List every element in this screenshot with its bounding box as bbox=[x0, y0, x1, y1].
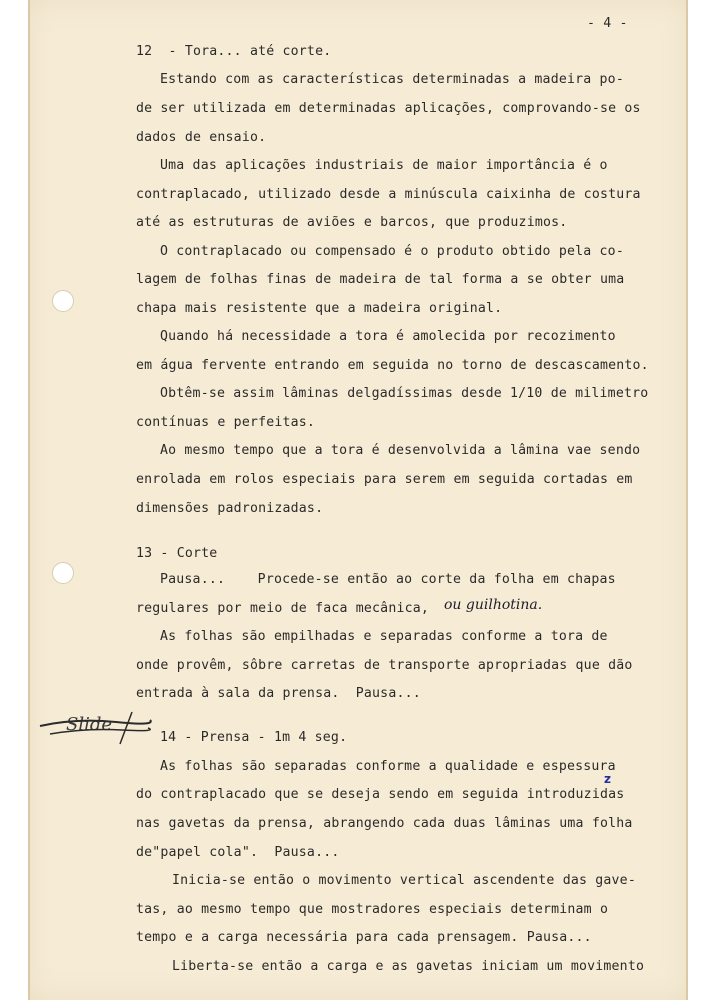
struck-annotation-scribble bbox=[36, 704, 154, 748]
text-line: Liberta-se então a carga e as gavetas iniciam um movimento bbox=[172, 959, 645, 974]
text-line: contraplacado, utilizado desde a minúscula caixinha de costura bbox=[136, 187, 641, 202]
text-line: Estando com as características determinadas a madeira po- bbox=[160, 72, 624, 87]
text-line: do contraplacado que se deseja sendo em seguida introduzidas bbox=[136, 787, 625, 802]
pen-correction: z bbox=[604, 772, 611, 786]
text-line: Quando há necessidade a tora é amolecida por recozimento bbox=[160, 329, 616, 344]
section-heading-14: 14 - Prensa - 1m 4 seg. bbox=[160, 730, 348, 745]
text-line: chapa mais resistente que a madeira original. bbox=[136, 301, 503, 316]
text-line: tempo e a carga necessária para cada prensagem. Pausa... bbox=[136, 930, 592, 945]
text-line: em água fervente entrando em seguida no torno de descascamento. bbox=[136, 358, 649, 373]
text-line: As folhas são separadas conforme a qualidade e espessura bbox=[160, 759, 616, 774]
text-line: dimensões padronizadas. bbox=[136, 501, 324, 516]
text-line: onde provêm, sôbre carretas de transporte apropriadas que dão bbox=[136, 658, 633, 673]
text-line: enrolada em rolos especiais para serem em seguida cortadas em bbox=[136, 472, 633, 487]
text-line: lagem de folhas finas de madeira de tal forma a se obter uma bbox=[136, 272, 625, 287]
punch-hole-top bbox=[52, 290, 74, 312]
document-page bbox=[28, 0, 688, 1000]
struck-annotation-text: Slide bbox=[66, 714, 113, 735]
text-line: As folhas são empilhadas e separadas conforme a tora de bbox=[160, 629, 608, 644]
punch-hole-bottom bbox=[52, 562, 74, 584]
text-line: de"papel cola". Pausa... bbox=[136, 845, 340, 860]
text-line: Ao mesmo tempo que a tora é desenvolvida a lâmina vae sendo bbox=[160, 443, 641, 458]
text-line: contínuas e perfeitas. bbox=[136, 415, 316, 430]
page-right-edge bbox=[686, 0, 688, 1000]
text-line: Inicia-se então o movimento vertical ascendente das gave- bbox=[172, 873, 636, 888]
text-line: Uma das aplicações industriais de maior importância é o bbox=[160, 158, 608, 173]
section-heading-12: 12 - Tora... até corte. bbox=[136, 44, 332, 59]
handwritten-insert: ou guilhotina. bbox=[444, 597, 543, 613]
section-heading-13: 13 - Corte bbox=[136, 546, 218, 561]
text-line: dados de ensaio. bbox=[136, 130, 267, 145]
text-line: Pausa... Procede-se então ao corte da folha em chapas bbox=[160, 572, 616, 587]
text-line: entrada à sala da prensa. Pausa... bbox=[136, 686, 421, 701]
text-line: tas, ao mesmo tempo que mostradores especiais determinam o bbox=[136, 902, 609, 917]
text-line: de ser utilizada em determinadas aplicações, comprovando-se os bbox=[136, 101, 641, 116]
page-number: - 4 - bbox=[587, 16, 628, 31]
text-line: regulares por meio de faca mecânica, bbox=[136, 601, 430, 616]
text-line: nas gavetas da prensa, abrangendo cada duas lâminas uma folha bbox=[136, 816, 633, 831]
text-line: Obtêm-se assim lâminas delgadíssimas desde 1/10 de milimetro bbox=[160, 386, 649, 401]
page-left-edge bbox=[28, 0, 30, 1000]
text-line: até as estruturas de aviões e barcos, que produzimos. bbox=[136, 215, 568, 230]
text-line: O contraplacado ou compensado é o produto obtido pela co- bbox=[160, 244, 624, 259]
